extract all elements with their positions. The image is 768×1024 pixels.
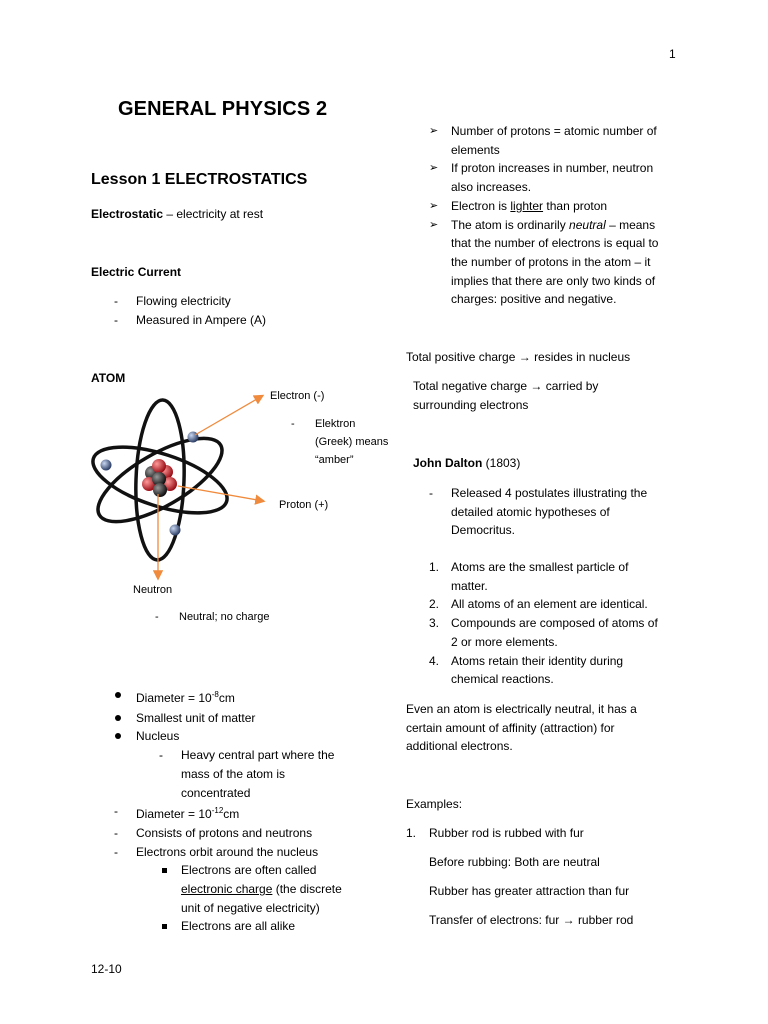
dalton-heading [413, 456, 520, 470]
neutron-note: - Neutral; no charge [155, 611, 270, 623]
lesson-heading: Lesson 1 ELECTROSTATICS [91, 171, 308, 188]
diameter-unit: cm [218, 691, 235, 705]
list-item: ➢ Electron is lighter than proton [429, 198, 608, 213]
neutron-note-text: Neutral; no charge [179, 611, 270, 623]
list-item [429, 595, 691, 614]
negative-charge-line: surrounding electrons [413, 397, 529, 412]
list-item-text: Consists of protons and neutrons [136, 825, 313, 840]
document-title: GENERAL PHYSICS 2 [118, 98, 328, 120]
list-item-text: Nucleus [136, 729, 180, 744]
affinity-line: Even an atom is electrically neutral, it has a [406, 702, 637, 716]
list-item [136, 686, 376, 708]
electrostatic-term: Electrostatic [91, 207, 164, 221]
example-transfer: Transfer of electrons: fur → rubber rod [429, 913, 634, 927]
list-item-text: The atom is ordinarily [451, 217, 570, 232]
postulate-line: Compounds are composed of atoms of [451, 616, 658, 631]
electron-dot [101, 460, 112, 471]
atom-properties-list [429, 122, 691, 309]
list-item-text: Flowing electricity [136, 294, 231, 308]
electron-called-cont: unit of negative electricity) [181, 900, 320, 915]
proton-label: Proton (+) [279, 499, 329, 511]
nucleus-desc-line: Heavy central part where the [181, 748, 335, 763]
postulates-list [429, 558, 691, 689]
atom-facts-list [114, 686, 376, 936]
list-item: - Consists of protons and neutrons [114, 825, 313, 840]
electric-current-list [114, 292, 356, 329]
elektron-note-line: Elektron [315, 418, 356, 430]
postulate-line: 2 or more elements. [451, 634, 558, 649]
list-item-line: implies that there are only two kinds of [451, 273, 656, 288]
nucleus-desc-line: concentrated [181, 785, 251, 800]
electric-current-heading-text: Electric Current [91, 265, 182, 279]
list-item-line: also increases. [451, 180, 532, 195]
list-item: ➢ Number of protons = atomic number of elements [451, 122, 691, 159]
elektron-note: - Elektron (Greek) means “amber” [315, 415, 388, 469]
affinity-line: additional electrons. [406, 739, 513, 754]
examples-heading: Examples: [406, 797, 463, 811]
atom-heading-text: ATOM [91, 371, 126, 385]
list-item: - Electrons orbit around the nucleus [114, 844, 319, 859]
list-item-text: Measured in Ampere (A) [136, 312, 267, 327]
example-title: Rubber rod is rubbed with fur [429, 826, 584, 840]
list-item-text: – means [605, 217, 656, 232]
electrostatic-def: – electricity at rest [163, 207, 264, 221]
positive-charge-text: Total positive charge → resides in nucleus [406, 350, 631, 364]
list-item [429, 614, 691, 651]
electron-label: Electron (-) [270, 390, 325, 402]
nucleus-diameter-text: Diameter = 10 [136, 807, 212, 822]
list-item [429, 652, 691, 689]
list-item [136, 727, 376, 746]
electron-alike-text: Electrons are all alike [181, 919, 296, 934]
electron-arrow [195, 396, 262, 435]
postulate-line: All atoms of an element are identical. [451, 597, 648, 612]
dalton-name: John Dalton [413, 456, 483, 470]
dalton-desc-line: Democritus. [451, 523, 516, 538]
diameter-exponent: -8 [211, 690, 219, 699]
list-item [429, 558, 691, 595]
electron-subitem [181, 861, 376, 917]
dalton-desc-line: Released 4 postulates illustrating the [451, 486, 648, 500]
elektron-note-line: (Greek) means [315, 436, 389, 448]
elektron-note-line: “amber” [315, 454, 354, 466]
list-item: ➢ The atom is ordinarily neutral – means that the number of electrons is equal to the number of protons in the atom – it implies that there are only two kinds of charges: positive and negative. [451, 216, 691, 310]
list-item: - Measured in Ampere (A) [114, 312, 267, 327]
dalton-description: - Released 4 postulates illustrating the detailed atomic hypotheses of Democritus. [451, 484, 691, 540]
electrostatic-definition [91, 207, 263, 221]
list-item-line: charges: positive and negative. [451, 292, 617, 307]
list-item-text: Electron is [451, 198, 511, 213]
postulate-number: 1. [429, 560, 440, 574]
list-item-text: Smallest unit of matter [136, 710, 256, 725]
dalton-year: (1803) [482, 456, 521, 470]
affinity-line: certain amount of affinity (attraction) for [406, 720, 615, 735]
list-item-text: than proton [543, 198, 608, 213]
postulate-number: 4. [429, 653, 440, 668]
list-item-line: elements [451, 142, 500, 157]
postulate-line: matter. [451, 578, 488, 593]
nucleus-cluster [142, 459, 177, 497]
postulate-number: 2. [429, 597, 440, 612]
example-number: 1. [406, 826, 417, 840]
list-item-text: Electrons orbit around the nucleus [136, 844, 319, 859]
proton-arrow [178, 486, 263, 501]
postulate-line: Atoms retain their identity during [451, 653, 624, 668]
page-number: 1 [669, 47, 676, 61]
page-footer: 12-10 [91, 962, 122, 976]
electron-called-post: (the discrete [272, 882, 342, 897]
electronic-charge-term: electronic charge [181, 882, 273, 897]
affinity-paragraph [406, 700, 676, 756]
example-greater: Rubber has greater attraction than fur [429, 884, 630, 898]
list-item-line: the number of protons in the atom – it [451, 254, 651, 269]
electron-dot [188, 432, 199, 443]
neutron-label: Neutron [133, 584, 173, 596]
dalton-desc-line: detailed atomic hypotheses of [451, 504, 610, 519]
list-item-line: Number of protons = atomic number of [451, 124, 657, 138]
electron-subitem [181, 917, 376, 936]
list-item [136, 709, 376, 728]
list-item: - Diameter = $10^{-12}cm$ [114, 804, 240, 822]
list-item: - Flowing electricity [114, 294, 231, 308]
electron-dot [170, 525, 181, 536]
postulate-number: 3. [429, 616, 440, 631]
nucleus-description: - Heavy central part where the mass of the atom is concentrated [181, 746, 376, 802]
neutral-term: neutral [569, 217, 606, 232]
nucleus-diameter-unit: cm [223, 807, 240, 822]
diameter-text: Diameter = 10 [136, 691, 212, 705]
list-item-line: If proton increases in number, neutron [451, 161, 654, 176]
lighter-term: lighter [510, 198, 544, 213]
postulate-line: chemical reactions. [451, 672, 554, 687]
electron-called-text: Electrons are often called [181, 863, 317, 878]
atom-diagram [80, 380, 380, 585]
nucleus-desc-line: mass of the atom is [181, 766, 286, 781]
negative-charge-line: Total negative charge → carried by [413, 379, 599, 393]
list-item-line: that the number of electrons is equal to [451, 236, 659, 251]
example-before: Before rubbing: Both are neutral [429, 855, 600, 869]
list-item: ➢ If proton increases in number, neutron also increases. [451, 159, 691, 196]
negative-charge-text [413, 377, 598, 414]
electric-current-heading [91, 265, 181, 279]
nucleus-diameter-exponent: -12 [211, 806, 224, 816]
postulate-line: Atoms are the smallest particle of [451, 560, 629, 574]
